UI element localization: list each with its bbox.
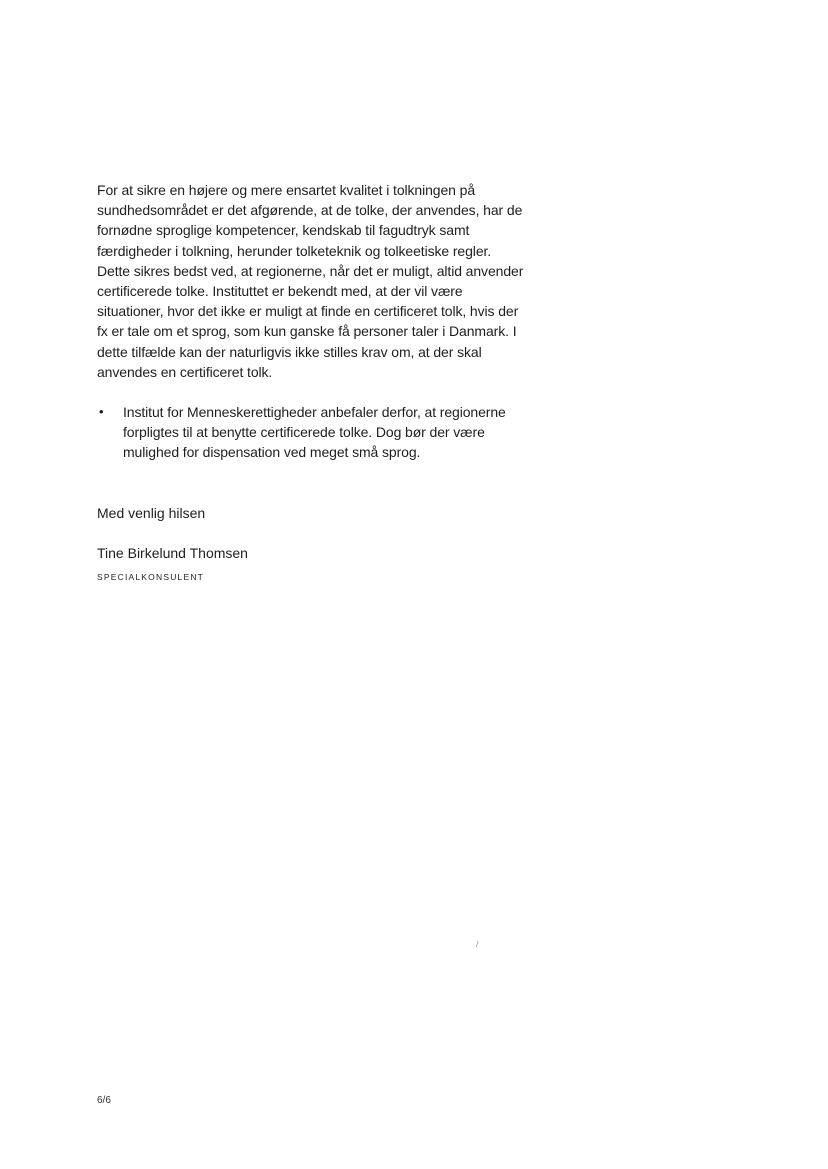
bullet-line: mulighed for dispensation ved meget små sprog.: [123, 444, 421, 461]
paragraph-line: fornødne sproglige kompetencer, kendskab til fagudtryk samt: [97, 222, 470, 239]
bullet-line: forpligtes til at benytte certificerede tolke. Dog bør der være: [123, 424, 485, 441]
closing-salutation: Med venlig hilsen: [97, 505, 206, 521]
stray-mark: /: [476, 940, 479, 949]
body-paragraph: [97, 180, 567, 382]
paragraph-line: færdigheder i tolkning, herunder tolketeknik og tolkeetiske regler.: [97, 242, 492, 259]
paragraph-line: For at sikre en højere og mere ensartet kvalitet i tolkningen på: [97, 182, 476, 198]
bullet-text: [123, 402, 567, 463]
paragraph-line: situationer, hvor det ikke er muligt at finde en certificeret tolk, hvis der: [97, 303, 519, 320]
paragraph-line: certificerede tolke. Instituttet er bekendt med, at der vil være: [97, 283, 463, 300]
paragraph-line: fx er tale om et sprog, som kun ganske få personer taler i Danmark. I: [97, 323, 517, 340]
signer-title: SPECIALKONSULENT: [97, 572, 205, 582]
paragraph-line: dette tilfælde kan der naturligvis ikke stilles krav om, at der skal: [97, 343, 482, 360]
page-number: 6/6: [97, 1095, 111, 1106]
paragraph-line: Dette sikres bedst ved, at regionerne, når det er muligt, altid anvender: [97, 262, 524, 279]
bullet-icon: •: [99, 404, 104, 419]
recommendation-bullet: [97, 402, 567, 463]
bullet-line: Institut for Menneskerettigheder anbefaler derfor, at regionerne: [123, 404, 506, 420]
paragraph-line: sundhedsområdet er det afgørende, at de tolke, der anvendes, har de: [97, 202, 523, 219]
bullet-row: [97, 402, 567, 463]
paragraph-line: anvendes en certificeret tolk.: [97, 363, 273, 380]
signer-name: Tine Birkelund Thomsen: [97, 545, 248, 561]
